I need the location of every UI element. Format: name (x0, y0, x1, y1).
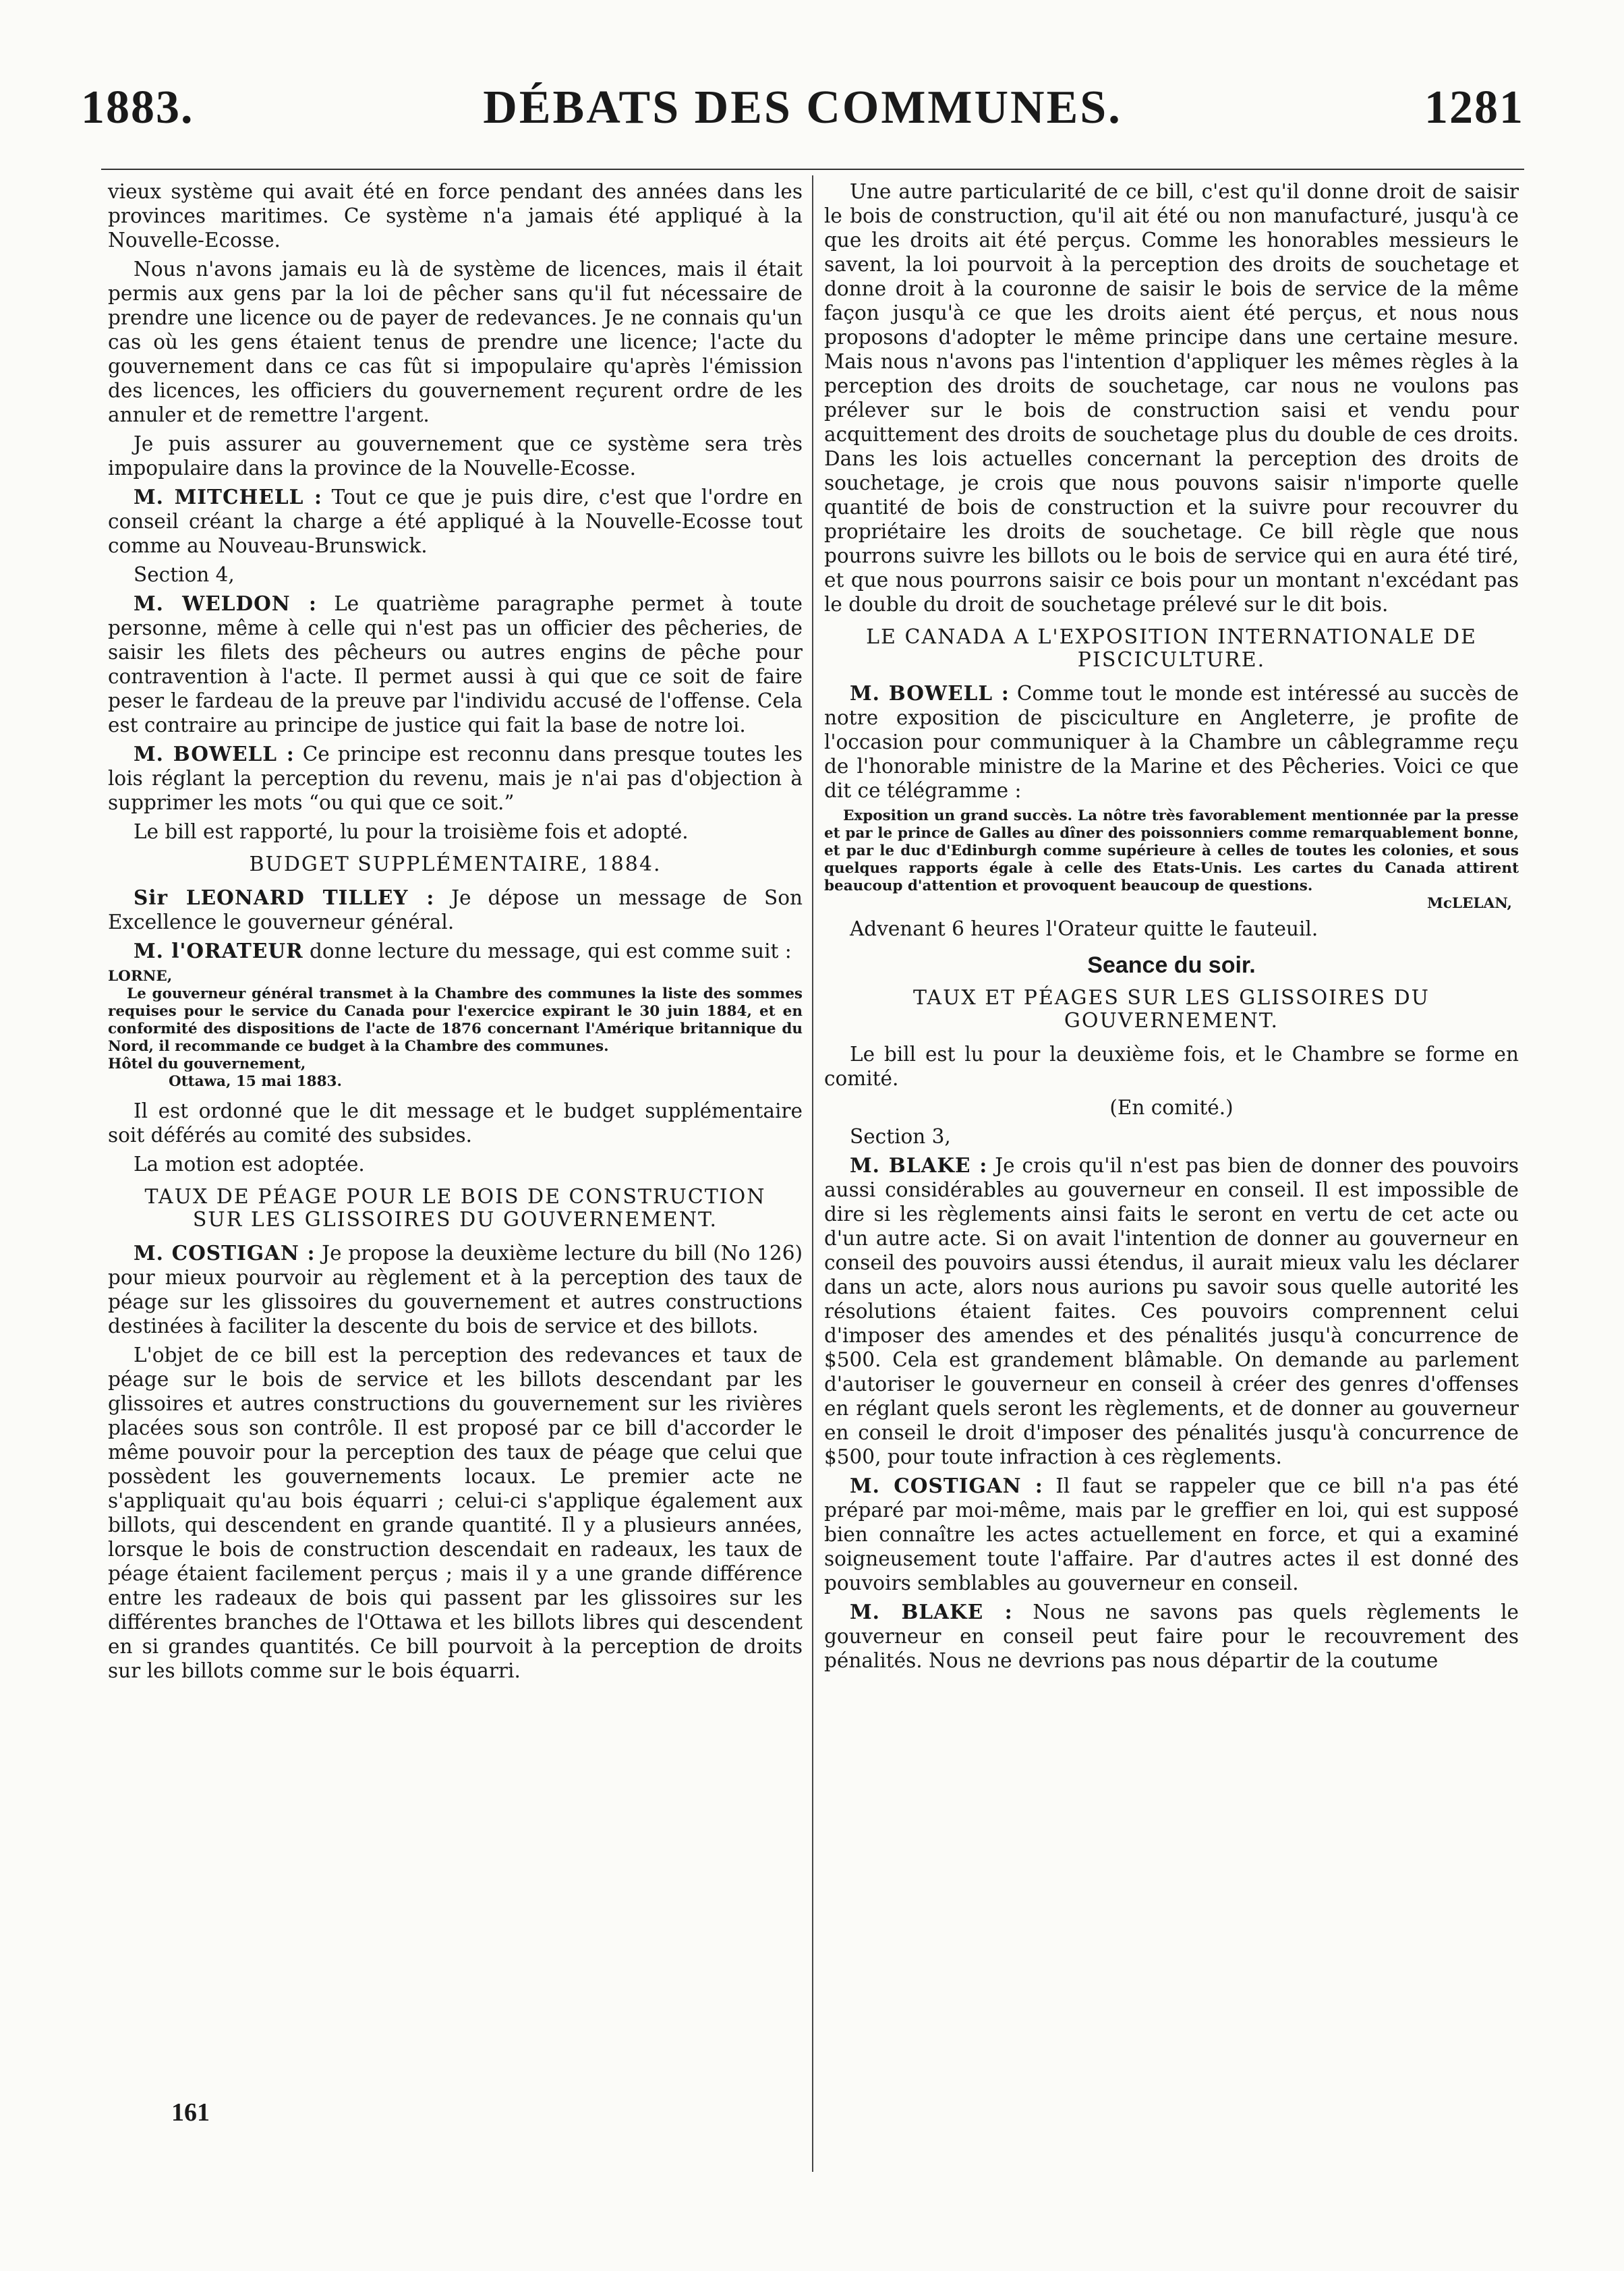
paragraph (108, 742, 803, 815)
committee-note: (En comité.) (1109, 1096, 1234, 1119)
speaker: M. BOWELL : (850, 681, 1010, 705)
paragraph: Je puis assurer au gouvernement que ce système sera très impopulaire dans la province de la Nouvelle-Ecosse. (108, 432, 803, 480)
section-heading: LE CANADA A L'EXPOSITION INTERNATIONALE DE PISCICULTURE. (866, 625, 1477, 672)
message-signature: LORNE, (108, 968, 173, 985)
speaker: M. COSTIGAN : (850, 1474, 1043, 1497)
header-rule (101, 169, 1524, 170)
speaker: M. BLAKE : (850, 1600, 1013, 1623)
paragraph (108, 939, 803, 963)
speech: donne lecture du message, qui est comme suit : (310, 940, 792, 962)
paragraph: Il est ordonné que le dit message et le budget supplémentaire soit déférés au comité des subsides. (108, 1099, 803, 1147)
paragraph (824, 1474, 1519, 1595)
paragraph: Une autre particularité de ce bill, c'est qu'il donne droit de saisir le bois de construction, qu'il ait été ou non manufacturé, jusqu'à ce que les droits ait été perçus. Comme les honorables messieurs le savent, la loi pourvoit à la perception des droits de souchetage et donne droit à la couronne de saisir le bois de service de la même façon jusqu'à ce que les droits aient été perçus, et nous nous proposons d'adopter le même principe dans une certaine mesure. Mais nous n'avons pas l'intention d'appliquer les mêmes règles à la perception des droits de souchetage, car nous ne voulons pas prélever sur le bois de construction saisi et vendu pour acquittement des droits de souchetage plus du double de ces droits. Dans les lois actuelles concernant la perception des droits de souchetage, je crois que nous pouvons saisir n'importe quelle quantité de bois de construction et la suivre pour recouvrer du propriétaire les droits de souchetage. Ce bill règle que nous pourrons suivre les billots ou le bois de service qui en aura été tiré, et que nous pourrons saisir ce bois pour un montant n'excédant pas le double du droit de souchetage prélevé sur le dit bois. (824, 180, 1519, 616)
paragraph (108, 592, 803, 737)
paragraph (108, 485, 803, 558)
paragraph: La motion est adoptée. (134, 1153, 365, 1176)
paragraph: vieux système qui avait été en force pendant des années dans les provinces maritimes. Ce système n'a jamais été appliqué à la Nouvelle-Ecosse. (108, 180, 803, 252)
session-heading: Seance du soir. (1087, 952, 1256, 978)
cablegram-text: Exposition un grand succès. La nôtre très favorablement mentionnée par la presse et par le prince de Galles au dîner des poissonniers comme remarquablement bonne, et par le duc d'Edinburgh comme supérieure à celles de toutes les colonies, et sous quelques rapports égale à celle des Etats-Unis. Les cartes du Canada attirent beaucoup d'attention et provoquent beaucoup de questions. (824, 807, 1519, 894)
speech: Je dépose un message de Son Excellence le gouverneur général. (108, 886, 803, 933)
section-heading: BUDGET SUPPLÉMENTAIRE, 1884. (249, 853, 662, 876)
cablegram-signature: McLELAN, (1427, 895, 1512, 912)
message-body: Le gouverneur général transmet à la Chambre des communes la liste des sommes requises pour le service du Canada pour l'exercice expirant le 30 juin 1884, et en conformité des dispositions de l'acte de 1876 concernant l'Amérique britannique du Nord, il recommande ce budget à la Chambre des communes. (108, 985, 803, 1055)
speaker: M. COSTIGAN : (134, 1241, 316, 1265)
speaker: M. l'ORATEUR (134, 939, 303, 962)
paragraph (108, 1241, 803, 1338)
signature-folio: 161 (171, 2098, 210, 2127)
header-page-number: 1281 (1424, 82, 1524, 134)
paragraph: Section 3, (850, 1125, 951, 1148)
left-column (108, 179, 803, 1688)
paragraph: Section 4, (134, 563, 235, 586)
speech: Ce principe est reconnu dans presque toutes les lois réglant la perception du revenu, mais je n'ai pas d'objection à supprimer les mots “ou qui que ce soit.” (108, 743, 803, 814)
speaker: M. BLAKE : (850, 1153, 988, 1177)
paragraph: Le bill est rapporté, lu pour la troisième fois et adopté. (134, 820, 689, 843)
speech: Je crois qu'il n'est pas bien de donner des pouvoirs aussi considérables au gouverneur en conseil. Il est impossible de dire si les règlements ainsi faits le seront en vertu de cet acte ou d'un autre acte. Si on avait l'intention de donner au gouverneur en conseil des pouvoirs aussi étendus, il aurait mieux valu les déclarer dans un acte, alors nous aurions pu savoir sous quelle autorité les résolutions étaient faites. Ces pouvoirs comprennent celui d'imposer des amendes et des pénalités jusqu'à concurrence de $500. Cela est grandement blâmable. On demande au parlement d'autoriser le gouverneur en conseil à créer des genres d'offenses en réglant quels seront les règlements, et de donner au gouverneur en conseil le droit d'imposer des pénalités jusqu'à concurrence de $500, pour toute infraction à ces règlements. (824, 1154, 1519, 1468)
page-header (81, 81, 1524, 162)
paragraph: L'objet de ce bill est la perception des redevances et taux de péage sur le bois de service et les billots descendant par les glissoires et autres constructions du gouvernement sur les rivières placées sous son contrôle. Il est proposé par ce bill d'accorder le même pouvoir pour la perception des taux de péage que celui que possèdent les gouvernements locaux. Le premier acte ne s'appliquait qu'au bois équarri ; celui-ci s'applique également aux billots, qui descendent en grande quantité. Il y a plusieurs années, lorsque le bois de construction descendait en radeaux, les taux de péage étaient facilement perçus ; mais il y a une grande différence entre les radeaux de bois qui passent par les glissoires sur les différentes branches de l'Ottawa et les billots libres qui descendent en si grandes quantités. Ce bill pourvoit à la perception de droits sur les billots comme sur le bois équarri. (108, 1344, 803, 1682)
speaker: M. BOWELL : (134, 742, 295, 766)
paragraph (824, 1600, 1519, 1673)
header-title: DÉBATS DES COMMUNES. (483, 82, 1122, 134)
section-heading: TAUX ET PÉAGES SUR LES GLISSOIRES DU GOUVERNEMENT. (913, 986, 1430, 1033)
header-year: 1883. (81, 82, 194, 134)
speaker: Sir LEONARD TILLEY : (134, 886, 435, 909)
paragraph: Nous n'avons jamais eu là de système de licences, mais il était permis aux gens par la loi de pêcher sans qu'il fut nécessaire de prendre une licence ou de payer de redevances. Je ne connais qu'un cas où les gens étaient tenus de prendre une licence; l'acte du gouvernement dans ce cas fût si impopulaire qu'après l'émission des licences, les officiers du gouvernement reçurent ordre de les annuler et de remettre l'argent. (108, 258, 803, 426)
speaker: M. MITCHELL : (134, 485, 322, 509)
paragraph: Le bill est lu pour la deuxième fois, et le Chambre se forme en comité. (824, 1043, 1519, 1090)
paragraph (108, 886, 803, 934)
speech: Il faut se rappeler que ce bill n'a pas été préparé par moi-même, mais par le greffier en loi, qui est supposé bien connaître les actes actuellement en force, et qui a examiné soigneusement toute l'affaire. Par d'autres actes il est donné des pouvoirs semblables au gouverneur en conseil. (824, 1474, 1519, 1594)
paragraph: Advenant 6 heures l'Orateur quitte le fauteuil. (850, 917, 1318, 940)
section-heading: TAUX DE PÉAGE POUR LE BOIS DE CONSTRUCTION SUR LES GLISSOIRES DU GOUVERNEMENT. (144, 1185, 766, 1232)
speaker: M. WELDON : (134, 592, 317, 615)
right-column (824, 179, 1519, 1677)
paragraph (824, 681, 1519, 803)
speech: Je propose la deuxième lecture du bill (No 126) pour mieux pourvoir au règlement et à la perception des taux de péage sur les glissoires du gouvernement et autres constructions destinées à faciliter la descente du bois de service et des billots. (108, 1242, 803, 1338)
speech: Tout ce que je puis dire, c'est que l'ordre en conseil créant la charge a été appliqué à la Nouvelle-Ecosse tout comme au Nouveau-Brunswick. (108, 486, 803, 557)
speech: Nous ne savons pas quels règlements le gouverneur en conseil peut faire pour le recouvrement des pénalités. Nous ne devrions pas nous départir de la coutume (824, 1601, 1519, 1672)
paragraph (824, 1153, 1519, 1469)
column-divider (812, 175, 813, 2172)
message-date: Ottawa, 15 mai 1883. (169, 1073, 342, 1090)
speech: Comme tout le monde est intéressé au succès de notre exposition de pisciculture en Angleterre, je profite de l'occasion pour communiquer à la Chambre un câblegramme reçu de l'honorable ministre de la Marine et des Pêcheries. Voici ce que dit ce télégramme : (824, 682, 1519, 802)
message-place: Hôtel du gouvernement, (108, 1056, 306, 1072)
speech: Le quatrième paragraphe permet à toute personne, même à celle qui n'est pas un officier des pêcheries, de saisir les filets des pêcheurs ou autres engins de pêche pour contravention à l'acte. Il permet aussi à qui que ce soit de faire peser le fardeau de la preuve par l'individu accusé de l'offense. Cela est contraire au principe de justice qui fait la base de notre loi. (108, 592, 803, 737)
